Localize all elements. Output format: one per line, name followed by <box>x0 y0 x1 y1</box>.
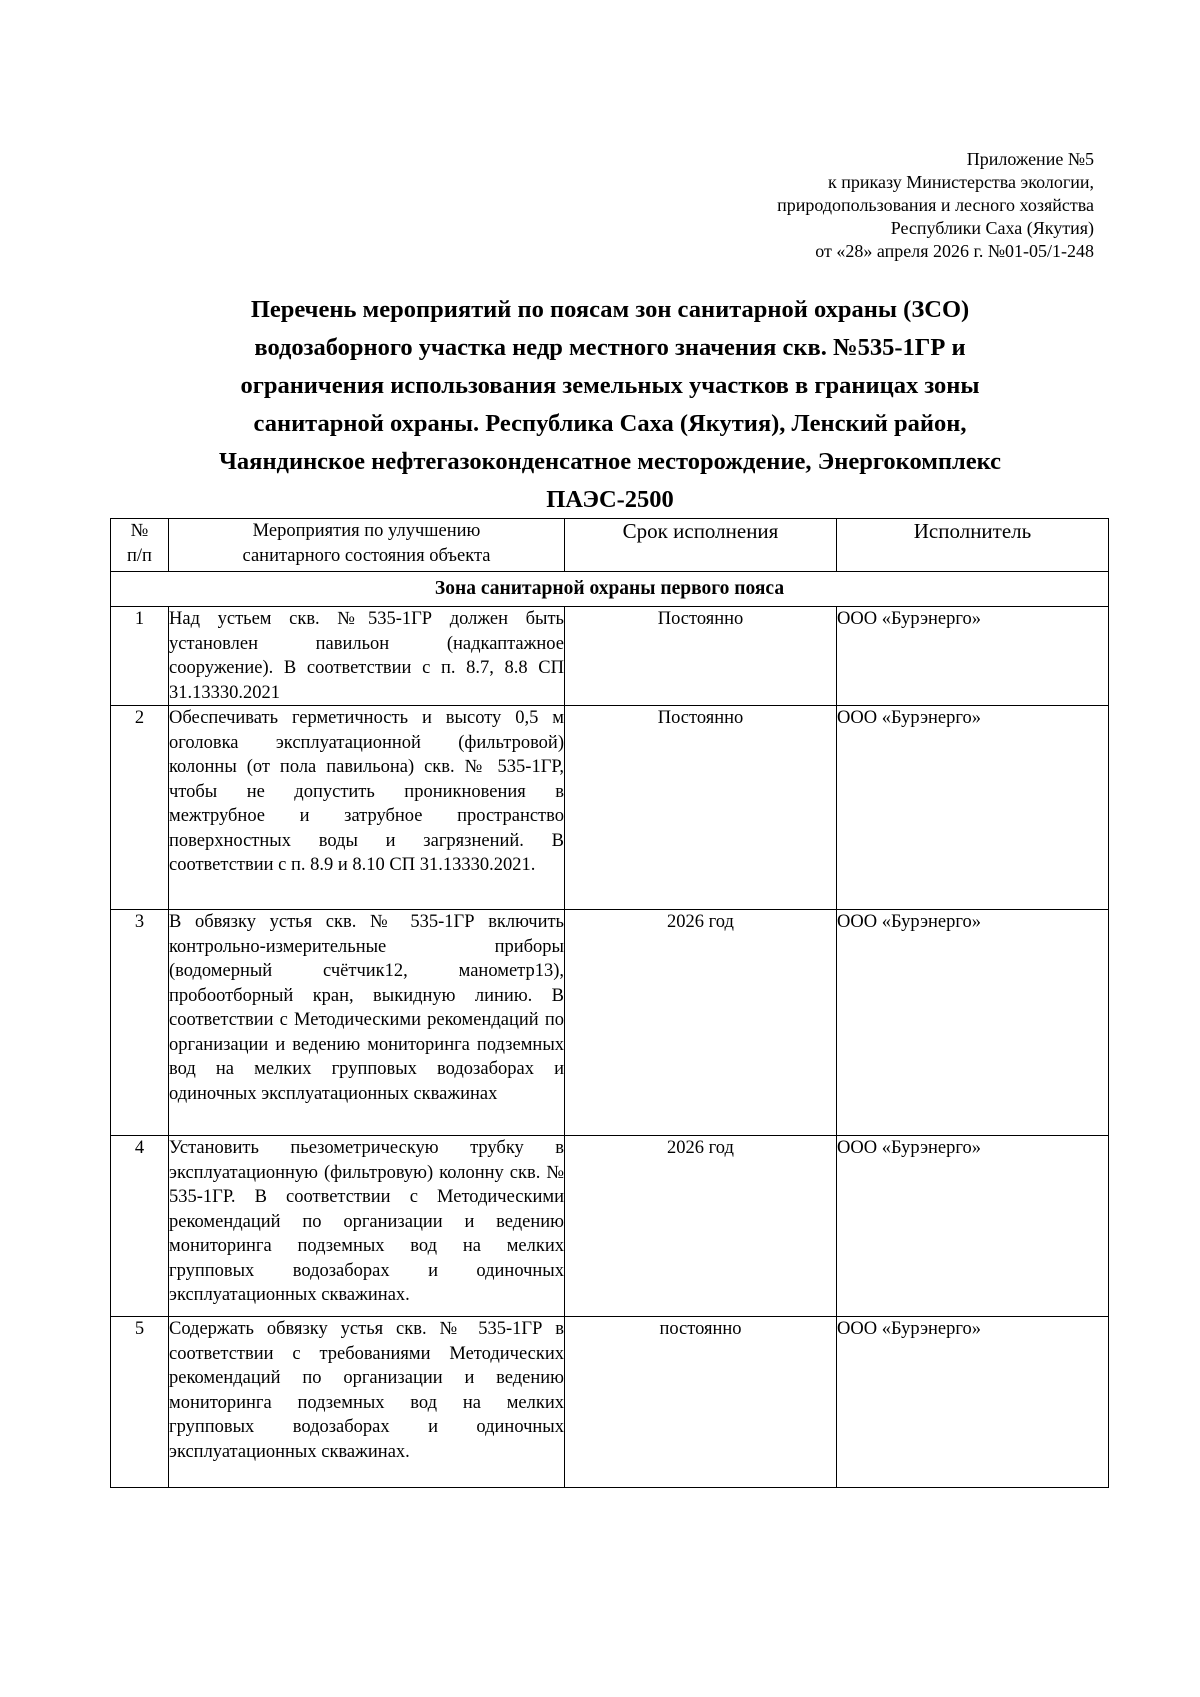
header-number <box>111 519 169 572</box>
row-executor: ООО «Бурэнерго» <box>837 1317 1109 1488</box>
title-line: водозаборного участка недр местного значения скв. №535-1ГР и <box>254 334 966 361</box>
row-measure: Обеспечивать герметичность и высоту 0,5 м оголовка эксплуатационной (фильтровой) колонны (от пола павильона) скв. № 535-1ГР, чтобы не допустить проникновения в межтрубное и затрубное пространство поверхностных воды и загрязнений. В соответствии с п. 8.9 и 8.10 СП 31.13330.2021. <box>169 706 565 910</box>
table-row <box>111 1136 1109 1317</box>
measures-table <box>110 518 1109 1488</box>
row-executor: ООО «Бурэнерго» <box>837 706 1109 910</box>
row-number: 5 <box>111 1317 169 1488</box>
header-measure-line: санитарного состояния объекта <box>242 546 491 566</box>
approval-line: от «28» апреля 2026 г. №01-05/1-248 <box>815 241 1094 261</box>
header-term: Срок исполнения <box>565 519 837 572</box>
table-row <box>111 1317 1109 1488</box>
row-number: 2 <box>111 706 169 910</box>
header-number-line: п/п <box>127 546 152 566</box>
title-line: ПАЭС-2500 <box>546 486 674 513</box>
approval-line: Республики Саха (Якутия) <box>890 218 1094 238</box>
row-measure: Установить пьезометрическую трубку в эксплуатационную (фильтровую) колонну скв. № 535-1ГР. В соответствии с Методическими рекомендаций по организации и ведению мониторинга подземных вод на мелких групповых водозаборах и одиночных эксплуатационных скважинах. <box>169 1136 565 1317</box>
row-executor: ООО «Бурэнерго» <box>837 1136 1109 1317</box>
zone-title: Зона санитарной охраны первого пояса <box>111 572 1109 607</box>
table-row <box>111 607 1109 706</box>
header-number-line: № <box>130 521 149 541</box>
approval-line: природопользования и лесного хозяйства <box>777 195 1094 215</box>
row-term: 2026 год <box>565 910 837 1136</box>
title-line: санитарной охраны. Республика Саха (Якутия), Ленский район, <box>253 410 967 437</box>
approval-line: Приложение №5 <box>966 149 1094 169</box>
row-measure: Содержать обвязку устья скв. № 535-1ГР в соответствии с требованиями Методических рекомендаций по организации и ведению мониторинга подземных вод на мелких групповых водозаборах и одиночных эксплуатационных скважинах. <box>169 1317 565 1488</box>
approval-line: к приказу Министерства экологии, <box>827 172 1094 192</box>
header-measure <box>169 519 565 572</box>
row-number: 4 <box>111 1136 169 1317</box>
title-line: ограничения использования земельных участков в границах зоны <box>240 372 980 399</box>
header-measure-line: Мероприятия по улучшению <box>252 521 481 541</box>
row-executor: ООО «Бурэнерго» <box>837 607 1109 706</box>
row-measure: Над устьем скв. №535-1ГР должен быть установлен павильон (надкаптажное сооружение). В соответствии с п. 8.7, 8.8 СП 31.13330.2021 <box>169 607 565 706</box>
header-executor: Исполнитель <box>837 519 1109 572</box>
row-number: 3 <box>111 910 169 1136</box>
row-number: 1 <box>111 607 169 706</box>
row-term: Постоянно <box>565 706 837 910</box>
approval-block <box>777 148 1094 263</box>
row-term: постоянно <box>565 1317 837 1488</box>
row-term: Постоянно <box>565 607 837 706</box>
title-line: Перечень мероприятий по поясам зон санитарной охраны (ЗСО) <box>250 296 970 323</box>
table-row <box>111 706 1109 910</box>
title-line: Чаяндинское нефтегазоконденсатное месторождение, Энергокомплекс <box>218 448 1002 475</box>
row-measure: В обвязку устья скв. № 535-1ГР включить контрольно-измерительные приборы (водомерный счётчик12, манометр13), пробоотборный кран, выкидную линию. В соответствии с Методическими рекомендаций по организации и ведению мониторинга подземных вод на мелких групповых водозаборах и одиночных эксплуатационных скважинах <box>169 910 565 1136</box>
document-title <box>110 291 1110 519</box>
table-row <box>111 910 1109 1136</box>
row-term: 2026 год <box>565 1136 837 1317</box>
zone-row <box>111 572 1109 607</box>
row-executor: ООО «Бурэнерго» <box>837 910 1109 1136</box>
table-header-row <box>111 519 1109 572</box>
